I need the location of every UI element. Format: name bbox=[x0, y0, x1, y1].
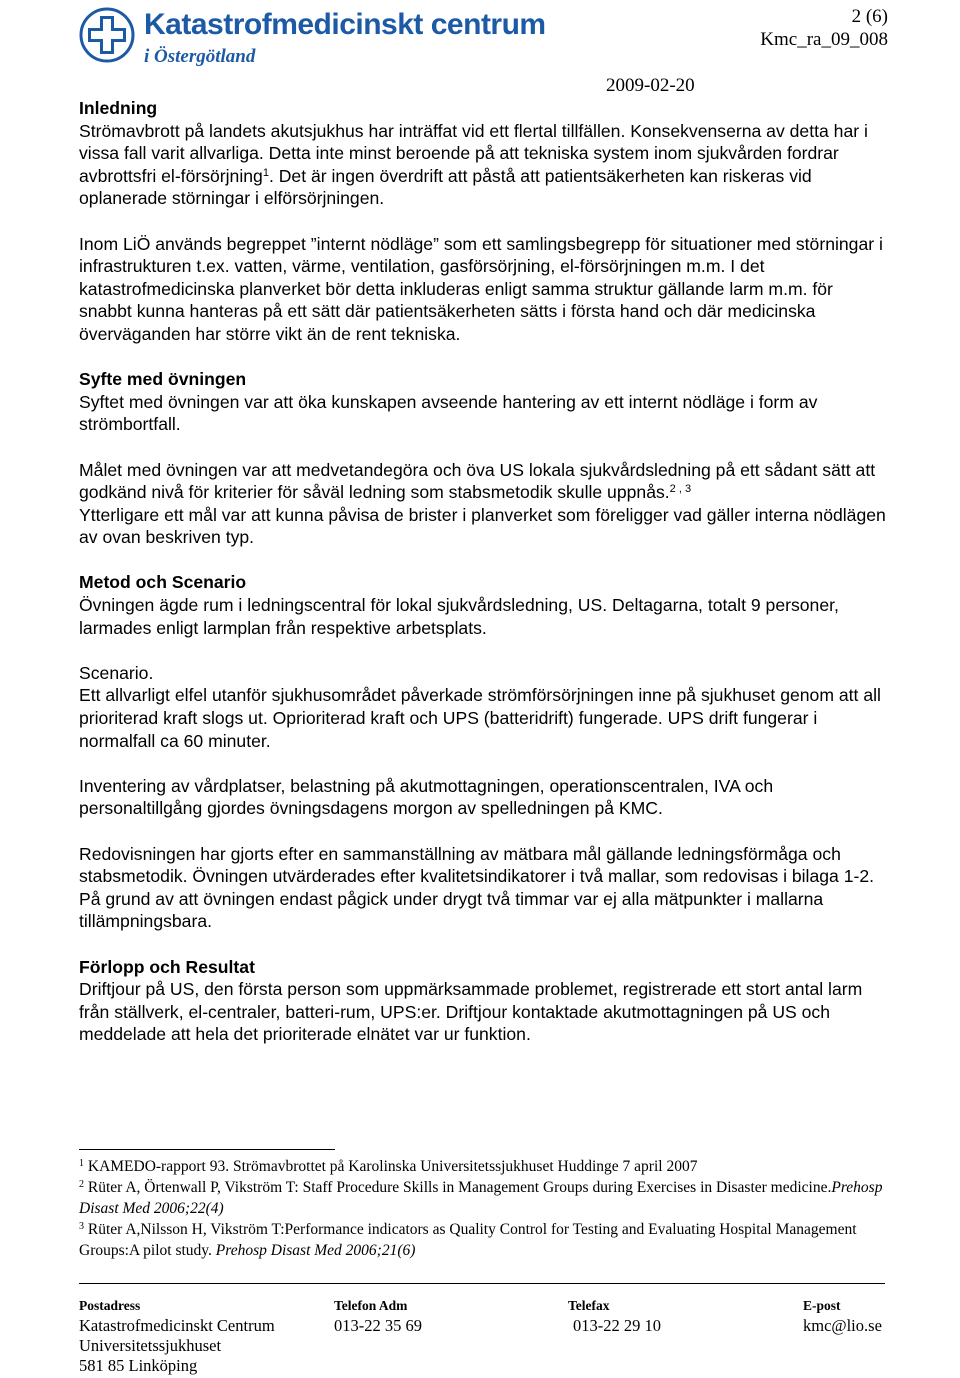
footer-telefon-label: Telefon Adm bbox=[334, 1298, 408, 1313]
footnote-number: 2 bbox=[79, 1179, 84, 1190]
doc-date: 2009-02-20 bbox=[606, 75, 695, 96]
footer-postadress-line3: 581 85 Linköping bbox=[79, 1356, 198, 1375]
footnote-journal: Prehosp Disast Med 2006;21(6) bbox=[215, 1242, 416, 1259]
heading-metod: Metod och Scenario bbox=[79, 572, 247, 593]
footer-telefax-value: 013-22 29 10 bbox=[573, 1316, 661, 1335]
paragraph-inledning-1 bbox=[79, 120, 889, 210]
footnote-ref-2-3: 2 , 3 bbox=[669, 483, 692, 496]
footer-epost-value: kmc@lio.se bbox=[803, 1316, 882, 1335]
footnote-text: KAMEDO-rapport 93. Strömavbrottet på Karolinska Universitetssjukhuset Huddinge 7 april 2007 bbox=[87, 1158, 698, 1175]
footnote-number: 3 bbox=[79, 1221, 84, 1232]
paragraph-syfte-2 bbox=[79, 459, 889, 504]
label-scenario: Scenario. bbox=[79, 662, 154, 683]
footnote-3 bbox=[79, 1219, 899, 1261]
text-inledning-1b: . Det är ingen överdrift att påstå att patientsäkerheten kan riskeras vid oplanerade störningar i elförsörjningen. bbox=[79, 165, 812, 209]
kmc-logo-icon bbox=[78, 6, 136, 68]
paragraph-metod-4: Redovisningen har gjorts efter en sammanställning av mätbara mål gällande ledningsförmåga och stabsmetodik. Övningen utvärderades efter kvalitetsindikatorer i två mallar, som redovisas i bilaga 1-2. På grund av att övningen endast pågick under drygt två timmar var ej alla mätpunkter i mallarna tillämpningsbara. bbox=[79, 843, 875, 932]
footer-postadress-line1: Katastrofmedicinskt Centrum bbox=[79, 1316, 275, 1335]
heading-inledning: Inledning bbox=[79, 98, 158, 118]
footer-postadress-line2: Universitetssjukhuset bbox=[79, 1336, 222, 1355]
footnotes bbox=[79, 1156, 899, 1261]
logo-subtitle: i Östergötland bbox=[144, 46, 256, 67]
footnote-ref-1: 1 bbox=[262, 166, 269, 179]
footnote-number: 1 bbox=[79, 1158, 84, 1169]
heading-forlopp: Förlopp och Resultat bbox=[79, 956, 255, 977]
footnote-separator bbox=[79, 1149, 335, 1150]
paragraph-forlopp-1: Driftjour på US, den första person som uppmärksammade problemet, registrerade ett stort antal larm från ställverk, el-centraler, batteri-rum, UPS:er. Driftjour kontaktade akutmottagningen på US och meddelade att hela det prioriterade elnätet var ur funktion. bbox=[79, 979, 863, 1045]
main-body bbox=[79, 97, 889, 1046]
page-number: 2 (6) bbox=[851, 6, 888, 27]
footnote-text: Rüter A, Örtenwall P, Vikström T: Staff Procedure Skills in Management Groups during Exercises in Disaster medicine. bbox=[87, 1179, 832, 1196]
footer-postadress-label: Postadress bbox=[79, 1298, 141, 1313]
footer-telefon-value: 013-22 35 69 bbox=[334, 1316, 422, 1335]
footer-separator bbox=[79, 1283, 885, 1284]
footnote-2 bbox=[79, 1177, 899, 1219]
doc-id: Kmc_ra_09_008 bbox=[760, 29, 888, 50]
footnote-text: Rüter A,Nilsson H, Vikström T:Performance indicators as Quality Control for Testing and Evaluating Hospital Management Groups:A pilot study. bbox=[79, 1221, 857, 1259]
text-syfte-2a: Målet med övningen var att medvetandegöra och öva US lokala sjukvårdsledning på ett sådant sätt att godkänd nivå för kriterier för såväl ledning som stabsmetodik skulle uppnås. bbox=[79, 459, 876, 503]
heading-syfte: Syfte med övningen bbox=[79, 369, 247, 390]
footnote-journal: Prehosp Disast Med 2006;22(4) bbox=[79, 1179, 883, 1217]
paragraph-syfte-1: Syftet med övningen var att öka kunskapen avseende hantering av ett internt nödläge i form av strömbortfall. bbox=[79, 391, 818, 435]
paragraph-syfte-3: Ytterligare ett mål var att kunna påvisa de brister i planverket som föreligger vad gäller interna nödlägen av ovan beskriven typ. bbox=[79, 504, 886, 548]
paragraph-metod-2: Ett allvarligt elfel utanför sjukhusområdet påverkade strömförsörjningen inne på sjukhuset genom att all prioriterad kraft slogs ut. Oprioriterad kraft och UPS (batteridrift) fungerade. UPS drift fungerar i normalfall ca 60 minuter. bbox=[79, 685, 881, 751]
footer-telefax-label: Telefax bbox=[568, 1298, 610, 1313]
text-inledning-1a: Strömavbrott på landets akutsjukhus har inträffat vid ett flertal tillfällen. Konsekvenserna av detta har i vissa fall varit allvarliga. Detta inte minst beroende på att tekniska system inom sjukvården fordrar avbrottsfri el-försörjning bbox=[79, 120, 868, 186]
kmc-logo bbox=[78, 6, 618, 72]
paragraph-inledning-2: Inom LiÖ används begreppet ”internt nödläge” som ett samlingsbegrepp för situationer med störningar i infrastrukturen t.ex. vatten, värme, ventilation, gasförsörjning, el-försörjningen m.m. I det katastrofmedicinska planverket bör detta inkluderas enligt samma struktur gällande larm m.m. för snabbt kunna hanteras på ett sätt där patientsäkerheten sätts i första hand och där medicinska överväganden har större vikt än de rent tekniska. bbox=[79, 233, 883, 344]
footer-epost-label: E-post bbox=[803, 1298, 841, 1313]
logo-title: Katastrofmedicinskt centrum bbox=[144, 8, 546, 41]
footnote-1 bbox=[79, 1156, 899, 1177]
paragraph-metod-3: Inventering av vårdplatser, belastning på akutmottagningen, operationscentralen, IVA och personaltillgång gjordes övningsdagens morgon av spelledningen på KMC. bbox=[79, 775, 774, 819]
paragraph-metod-1: Övningen ägde rum i ledningscentral för lokal sjukvårdsledning, US. Deltagarna, totalt 9 personer, larmades enligt larmplan från respektive arbetsplats. bbox=[79, 595, 839, 638]
